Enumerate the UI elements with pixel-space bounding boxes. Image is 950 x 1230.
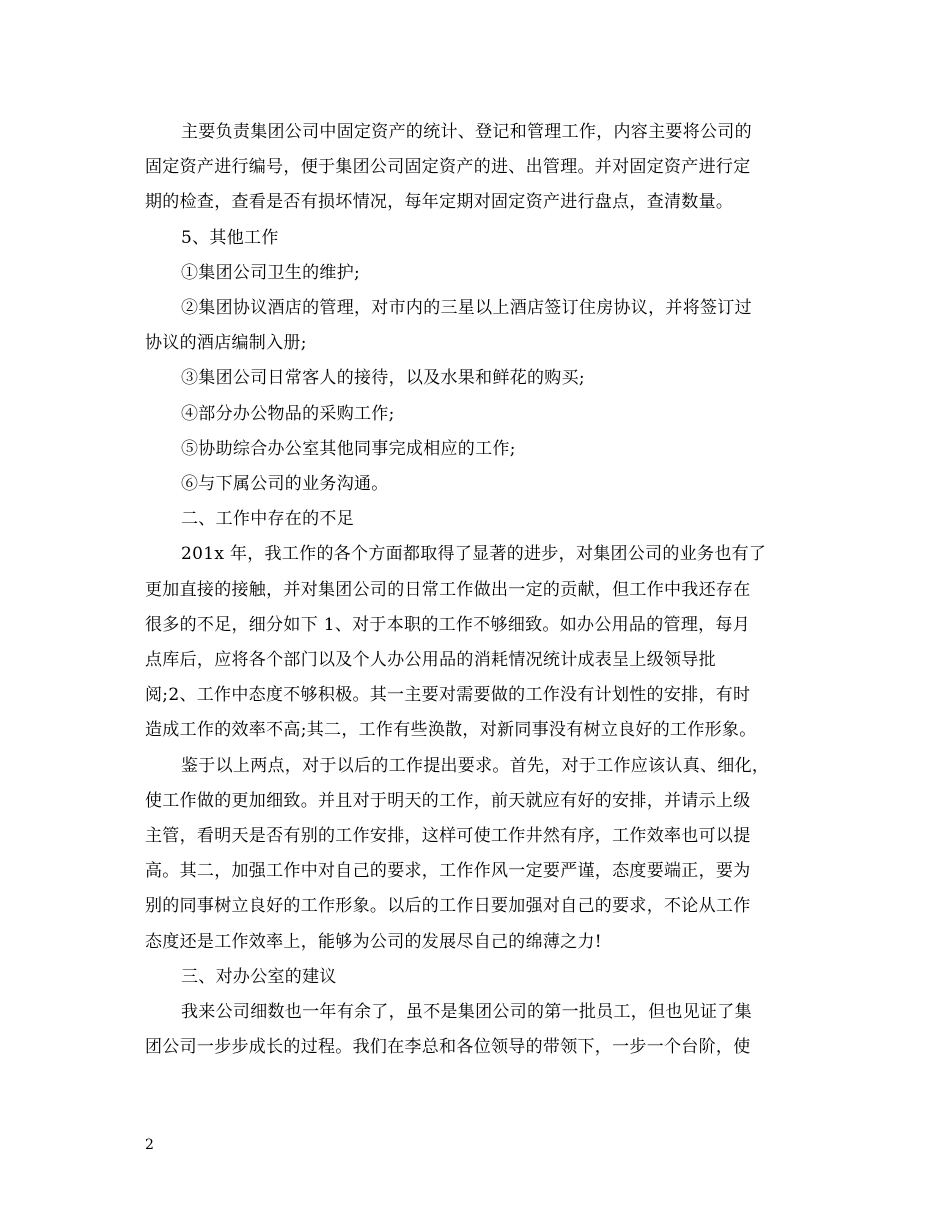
text-line: ②集团协议酒店的管理，对市内的三星以上酒店签订住房协议，并将签订过 — [181, 298, 752, 318]
text-line: 高。其二，加强工作中对自己的要求，工作作风一定要严谨，态度要端正，要为 — [145, 861, 751, 881]
text-line: ③集团公司日常客人的接待，以及水果和鲜花的购买; — [181, 368, 585, 388]
text-line: 点库后，应将各个部门以及个人办公用品的消耗情况统计成表呈上级领导批 — [145, 650, 716, 670]
text-line: ④部分办公物品的采购工作; — [181, 404, 395, 424]
text-line: 主要负责集团公司中固定资产的统计、登记和管理工作，内容主要将公司的 — [181, 122, 752, 142]
page-number: 2 — [145, 1137, 154, 1153]
text-line: 使工作做的更加细致。并且对于明天的工作，前天就应有好的安排，并请示上级 — [145, 791, 751, 811]
text-line: 固定资产进行编号，便于集团公司固定资产的进、出管理。并对固定资产进行定 — [145, 157, 751, 177]
text-line: 期的检查，查看是否有损坏情况，每年定期对固定资产进行盘点，查清数量。 — [145, 192, 734, 212]
text-line: 三、对办公室的建议 — [181, 967, 337, 987]
text-line: 201x 年，我工作的各个方面都取得了显著的进步，对集团公司的业务也有了 — [181, 544, 767, 564]
text-line: 二、工作中存在的不足 — [181, 509, 354, 529]
text-line: 鉴于以上两点，对于以后的工作提出要求。首先，对于工作应该认真、细化， — [181, 756, 770, 776]
text-line: ⑥与下属公司的业务沟通。 — [181, 474, 389, 494]
text-line: 主管，看明天是否有别的工作安排，这样可使工作井然有序，工作效率也可以提 — [145, 826, 751, 846]
text-line: 团公司一步步成长的过程。我们在李总和各位领导的带领下，一步一个台阶，使 — [145, 1037, 751, 1057]
text-line: 协议的酒店编制入册; — [145, 333, 307, 353]
text-line: ①集团公司卫生的维护; — [181, 263, 361, 283]
text-line: 态度还是工作效率上，能够为公司的发展尽自己的绵薄之力! — [145, 932, 602, 952]
text-line: 别的同事树立良好的工作形象。以后的工作日要加强对自己的要求，不论从工作 — [145, 896, 751, 916]
text-line: 我来公司细数也一年有余了，虽不是集团公司的第一批员工，但也见证了集 — [181, 1002, 752, 1022]
text-line: ⑤协助综合办公室其他同事完成相应的工作; — [181, 439, 516, 459]
text-line: 更加直接的接触，并对集团公司的日常工作做出一定的贡献，但工作中我还存在 — [145, 580, 751, 600]
text-line: 很多的不足，细分如下 1、对于本职的工作不够细致。如办公用品的管理，每月 — [145, 615, 751, 635]
text-line: 阅;2、工作中态度不够积极。其一主要对需要做的工作没有计划性的安排，有时 — [145, 685, 751, 705]
text-line: 5、其他工作 — [181, 228, 279, 248]
text-line: 造成工作的效率不高;其二，工作有些涣散，对新同事没有树立良好的工作形象。 — [145, 720, 757, 740]
